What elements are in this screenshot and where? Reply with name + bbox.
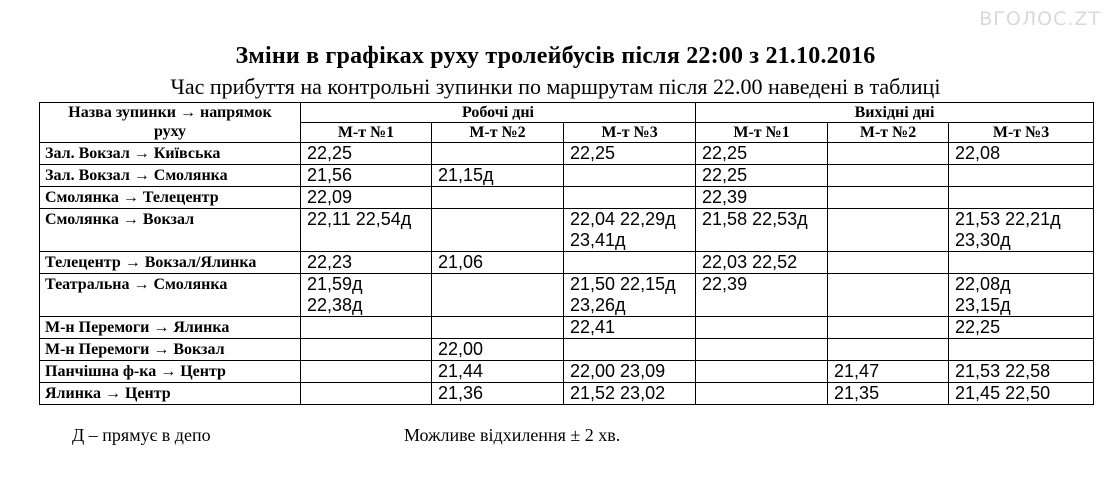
arrival-time: 21,44 bbox=[438, 361, 484, 381]
time-cell bbox=[564, 317, 696, 339]
table-row bbox=[40, 143, 1094, 165]
arrival-time: 22,04 22,29д bbox=[570, 209, 676, 229]
time-cell bbox=[828, 165, 949, 187]
stop-name-cell: Смолянка → Телецентр bbox=[40, 187, 301, 209]
route-header: М-т №3 bbox=[949, 123, 1094, 143]
arrival-time: 21,45 22,50 bbox=[955, 383, 1051, 403]
time-cell bbox=[564, 339, 696, 361]
time-cell bbox=[696, 209, 828, 252]
route-header: М-т №1 bbox=[301, 123, 432, 143]
schedule-body bbox=[40, 143, 1094, 405]
table-row bbox=[40, 339, 1094, 361]
table-row bbox=[40, 209, 1094, 252]
arrival-time: 22,00 bbox=[438, 339, 484, 359]
arrival-time: 22,38д bbox=[307, 295, 363, 315]
time-cell bbox=[301, 209, 432, 252]
stop-name-cell: Зал. Вокзал → Київська bbox=[40, 143, 301, 165]
time-cell bbox=[696, 187, 828, 209]
schedule-table bbox=[39, 102, 1094, 405]
time-cell bbox=[949, 252, 1094, 274]
time-cell bbox=[432, 165, 564, 187]
arrival-time: 22,25 bbox=[702, 165, 748, 185]
stop-name-cell: Театральна → Смолянка bbox=[40, 274, 301, 317]
time-cell bbox=[564, 383, 696, 405]
stop-name-cell: Зал. Вокзал → Смолянка bbox=[40, 165, 301, 187]
arrival-time: 22,11 22,54д bbox=[307, 209, 412, 229]
table-row bbox=[40, 165, 1094, 187]
time-cell bbox=[432, 361, 564, 383]
time-cell bbox=[949, 339, 1094, 361]
time-cell bbox=[564, 187, 696, 209]
stop-name-cell: Панчішна ф-ка → Центр bbox=[40, 361, 301, 383]
page-subtitle: Час прибуття на контрольні зупинки по маршрутам після 22.00 наведені в таблиці bbox=[170, 74, 941, 99]
arrival-time: 22,39 bbox=[702, 187, 748, 207]
time-cell bbox=[564, 209, 696, 252]
time-cell bbox=[301, 361, 432, 383]
page-title: Зміни в графіках руху тролейбусів після 22:00 з 21.10.2016 bbox=[235, 43, 876, 69]
time-cell bbox=[696, 339, 828, 361]
time-cell bbox=[949, 274, 1094, 317]
arrival-time: 23,26д bbox=[570, 295, 626, 315]
time-cell bbox=[564, 143, 696, 165]
route-header: М-т №3 bbox=[564, 123, 696, 143]
arrival-time: 22,08 bbox=[955, 143, 1001, 163]
depot-note: Д – прямує в депо bbox=[72, 425, 211, 445]
arrival-time: 21,50 22,15д bbox=[570, 274, 676, 294]
time-cell bbox=[432, 383, 564, 405]
time-cell bbox=[301, 187, 432, 209]
site-watermark: ВГОЛОС.ZT bbox=[979, 8, 1101, 30]
route-header: М-т №2 bbox=[828, 123, 949, 143]
table-row bbox=[40, 187, 1094, 209]
arrival-time: 22,08д bbox=[955, 274, 1011, 294]
stop-header-line2: руху bbox=[153, 123, 187, 140]
table-row bbox=[40, 361, 1094, 383]
arrival-time: 21,06 bbox=[438, 252, 484, 272]
time-cell bbox=[564, 274, 696, 317]
stop-name-cell: М-н Перемоги → Ялинка bbox=[40, 317, 301, 339]
time-cell bbox=[301, 165, 432, 187]
time-cell bbox=[696, 143, 828, 165]
time-cell bbox=[696, 165, 828, 187]
time-cell bbox=[301, 339, 432, 361]
stop-name-cell: Телецентр → Вокзал/Ялинка bbox=[40, 252, 301, 274]
time-cell bbox=[432, 209, 564, 252]
arrival-time: 22,09 bbox=[307, 187, 353, 207]
table-row bbox=[40, 252, 1094, 274]
time-cell bbox=[696, 383, 828, 405]
weekends-group-header: Вихідні дні bbox=[696, 103, 1094, 123]
time-cell bbox=[828, 339, 949, 361]
table-row bbox=[40, 274, 1094, 317]
arrival-time: 22,00 23,09 bbox=[570, 361, 666, 381]
arrival-time: 21,59д bbox=[307, 274, 363, 294]
table-row bbox=[40, 383, 1094, 405]
time-cell bbox=[301, 143, 432, 165]
stop-column-header bbox=[40, 103, 301, 143]
arrival-time: 22,25 bbox=[702, 143, 748, 163]
time-cell bbox=[949, 383, 1094, 405]
time-cell bbox=[828, 187, 949, 209]
arrival-time: 23,30д bbox=[955, 230, 1011, 250]
arrival-time: 21,53 22,58 bbox=[955, 361, 1051, 381]
time-cell bbox=[432, 187, 564, 209]
time-cell bbox=[432, 317, 564, 339]
time-cell bbox=[949, 317, 1094, 339]
time-cell bbox=[696, 361, 828, 383]
time-cell bbox=[432, 252, 564, 274]
arrival-time: 21,35 bbox=[834, 383, 880, 403]
arrival-time: 21,58 22,53д bbox=[702, 209, 808, 229]
weekdays-group-header: Робочі дні bbox=[301, 103, 696, 123]
stop-name-cell: Ялинка → Центр bbox=[40, 383, 301, 405]
arrival-time: 21,15д bbox=[438, 165, 494, 185]
time-cell bbox=[432, 339, 564, 361]
arrival-time: 21,47 bbox=[834, 361, 880, 381]
time-cell bbox=[828, 361, 949, 383]
route-header: М-т №2 bbox=[432, 123, 564, 143]
time-cell bbox=[828, 209, 949, 252]
time-cell bbox=[564, 361, 696, 383]
time-cell bbox=[949, 361, 1094, 383]
time-cell bbox=[301, 274, 432, 317]
deviation-note: Можливе відхилення ± 2 хв. bbox=[404, 425, 621, 445]
time-cell bbox=[828, 274, 949, 317]
time-cell bbox=[949, 143, 1094, 165]
time-cell bbox=[696, 252, 828, 274]
time-cell bbox=[828, 143, 949, 165]
arrival-time: 22,25 bbox=[570, 143, 616, 163]
stop-name-cell: Смолянка → Вокзал bbox=[40, 209, 301, 252]
stop-header-line1: Назва зупинки → напрямок bbox=[68, 104, 272, 121]
arrival-time: 22,23 bbox=[307, 252, 353, 272]
arrival-time: 22,39 bbox=[702, 274, 748, 294]
time-cell bbox=[696, 274, 828, 317]
time-cell bbox=[301, 252, 432, 274]
time-cell bbox=[432, 274, 564, 317]
arrival-time: 21,36 bbox=[438, 383, 484, 403]
arrival-time: 21,52 23,02 bbox=[570, 383, 666, 403]
route-header: М-т №1 bbox=[696, 123, 828, 143]
arrival-time: 21,53 22,21д bbox=[955, 209, 1061, 229]
arrival-time: 23,15д bbox=[955, 295, 1011, 315]
arrival-time: 22,25 bbox=[955, 317, 1001, 337]
time-cell bbox=[564, 252, 696, 274]
arrival-time: 21,56 bbox=[307, 165, 353, 185]
arrival-time: 23,41д bbox=[570, 230, 626, 250]
time-cell bbox=[949, 165, 1094, 187]
time-cell bbox=[301, 317, 432, 339]
time-cell bbox=[432, 143, 564, 165]
arrival-time: 22,25 bbox=[307, 143, 353, 163]
arrival-time: 22,03 22,52 bbox=[702, 252, 798, 272]
time-cell bbox=[828, 252, 949, 274]
time-cell bbox=[564, 165, 696, 187]
time-cell bbox=[949, 209, 1094, 252]
stop-name-cell: М-н Перемоги → Вокзал bbox=[40, 339, 301, 361]
time-cell bbox=[696, 317, 828, 339]
arrival-time: 22,41 bbox=[570, 317, 616, 337]
time-cell bbox=[301, 383, 432, 405]
table-row bbox=[40, 317, 1094, 339]
time-cell bbox=[949, 187, 1094, 209]
time-cell bbox=[828, 383, 949, 405]
time-cell bbox=[828, 317, 949, 339]
